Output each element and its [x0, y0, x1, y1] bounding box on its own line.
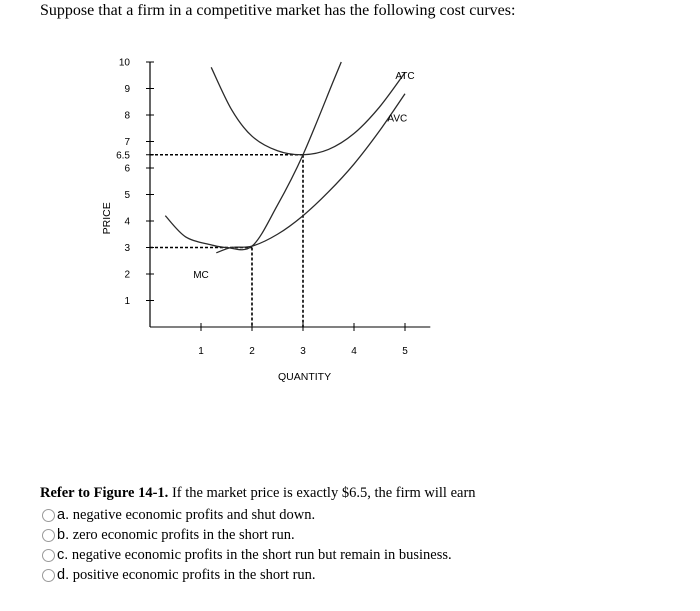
question-ref: Refer to Figure 14-1.	[40, 485, 169, 501]
x-tick-label: 4	[351, 346, 357, 357]
radio-button[interactable]	[42, 509, 55, 522]
x-tick-label: 5	[402, 346, 408, 357]
option-d-label: d. positive economic profits in the short run.	[57, 566, 316, 583]
radio-button[interactable]	[42, 569, 55, 582]
y-tick-label: 2	[124, 269, 130, 281]
y-tick-label: 8	[124, 110, 130, 122]
reference-lines	[150, 155, 303, 327]
y-tick-label: 9	[124, 84, 130, 95]
chart-labels	[101, 71, 415, 383]
x-tick-label: 2	[249, 346, 255, 357]
option-a[interactable]	[42, 505, 452, 525]
y-tick-label: 6	[124, 163, 130, 175]
answer-options	[42, 505, 452, 585]
radio-button[interactable]	[42, 529, 55, 542]
question-text	[40, 485, 476, 502]
y-tick-label: 7	[124, 137, 130, 148]
y-tick-label: 3	[124, 243, 130, 254]
radio-button[interactable]	[42, 549, 55, 562]
option-a-label: a. negative economic profits and shut down.	[57, 506, 316, 523]
y-axis-title: PRICE	[101, 202, 113, 235]
option-c-label: c. negative economic profits in the short run but remain in business.	[57, 546, 452, 563]
x-tick-label: 3	[300, 346, 306, 357]
y-tick-label: 6.5	[116, 150, 130, 162]
y-tick-label: 4	[124, 216, 130, 228]
y-tick-label: 1	[124, 296, 130, 307]
option-b-label: b. zero economic profits in the short run.	[57, 526, 295, 543]
intro-text: Suppose that a firm in a competitive market has the following cost curves:	[40, 2, 516, 19]
question-body: If the market price is exactly $6.5, the firm will earn	[168, 485, 476, 501]
series-mc-label: MC	[193, 269, 209, 281]
series-atc-label: ATC	[395, 71, 415, 83]
option-d[interactable]	[42, 565, 452, 585]
x-axis-title: QUANTITY	[278, 371, 332, 383]
series-avc-curve	[216, 94, 408, 253]
series-mc-curve	[165, 62, 341, 250]
y-tick-label: 5	[124, 190, 130, 201]
option-c[interactable]	[42, 545, 452, 565]
x-tick-label: 1	[198, 346, 204, 357]
cost-curves	[165, 62, 408, 253]
series-avc-label: AVC	[387, 113, 408, 125]
y-tick-label: 10	[118, 57, 130, 69]
option-b[interactable]	[42, 525, 452, 545]
